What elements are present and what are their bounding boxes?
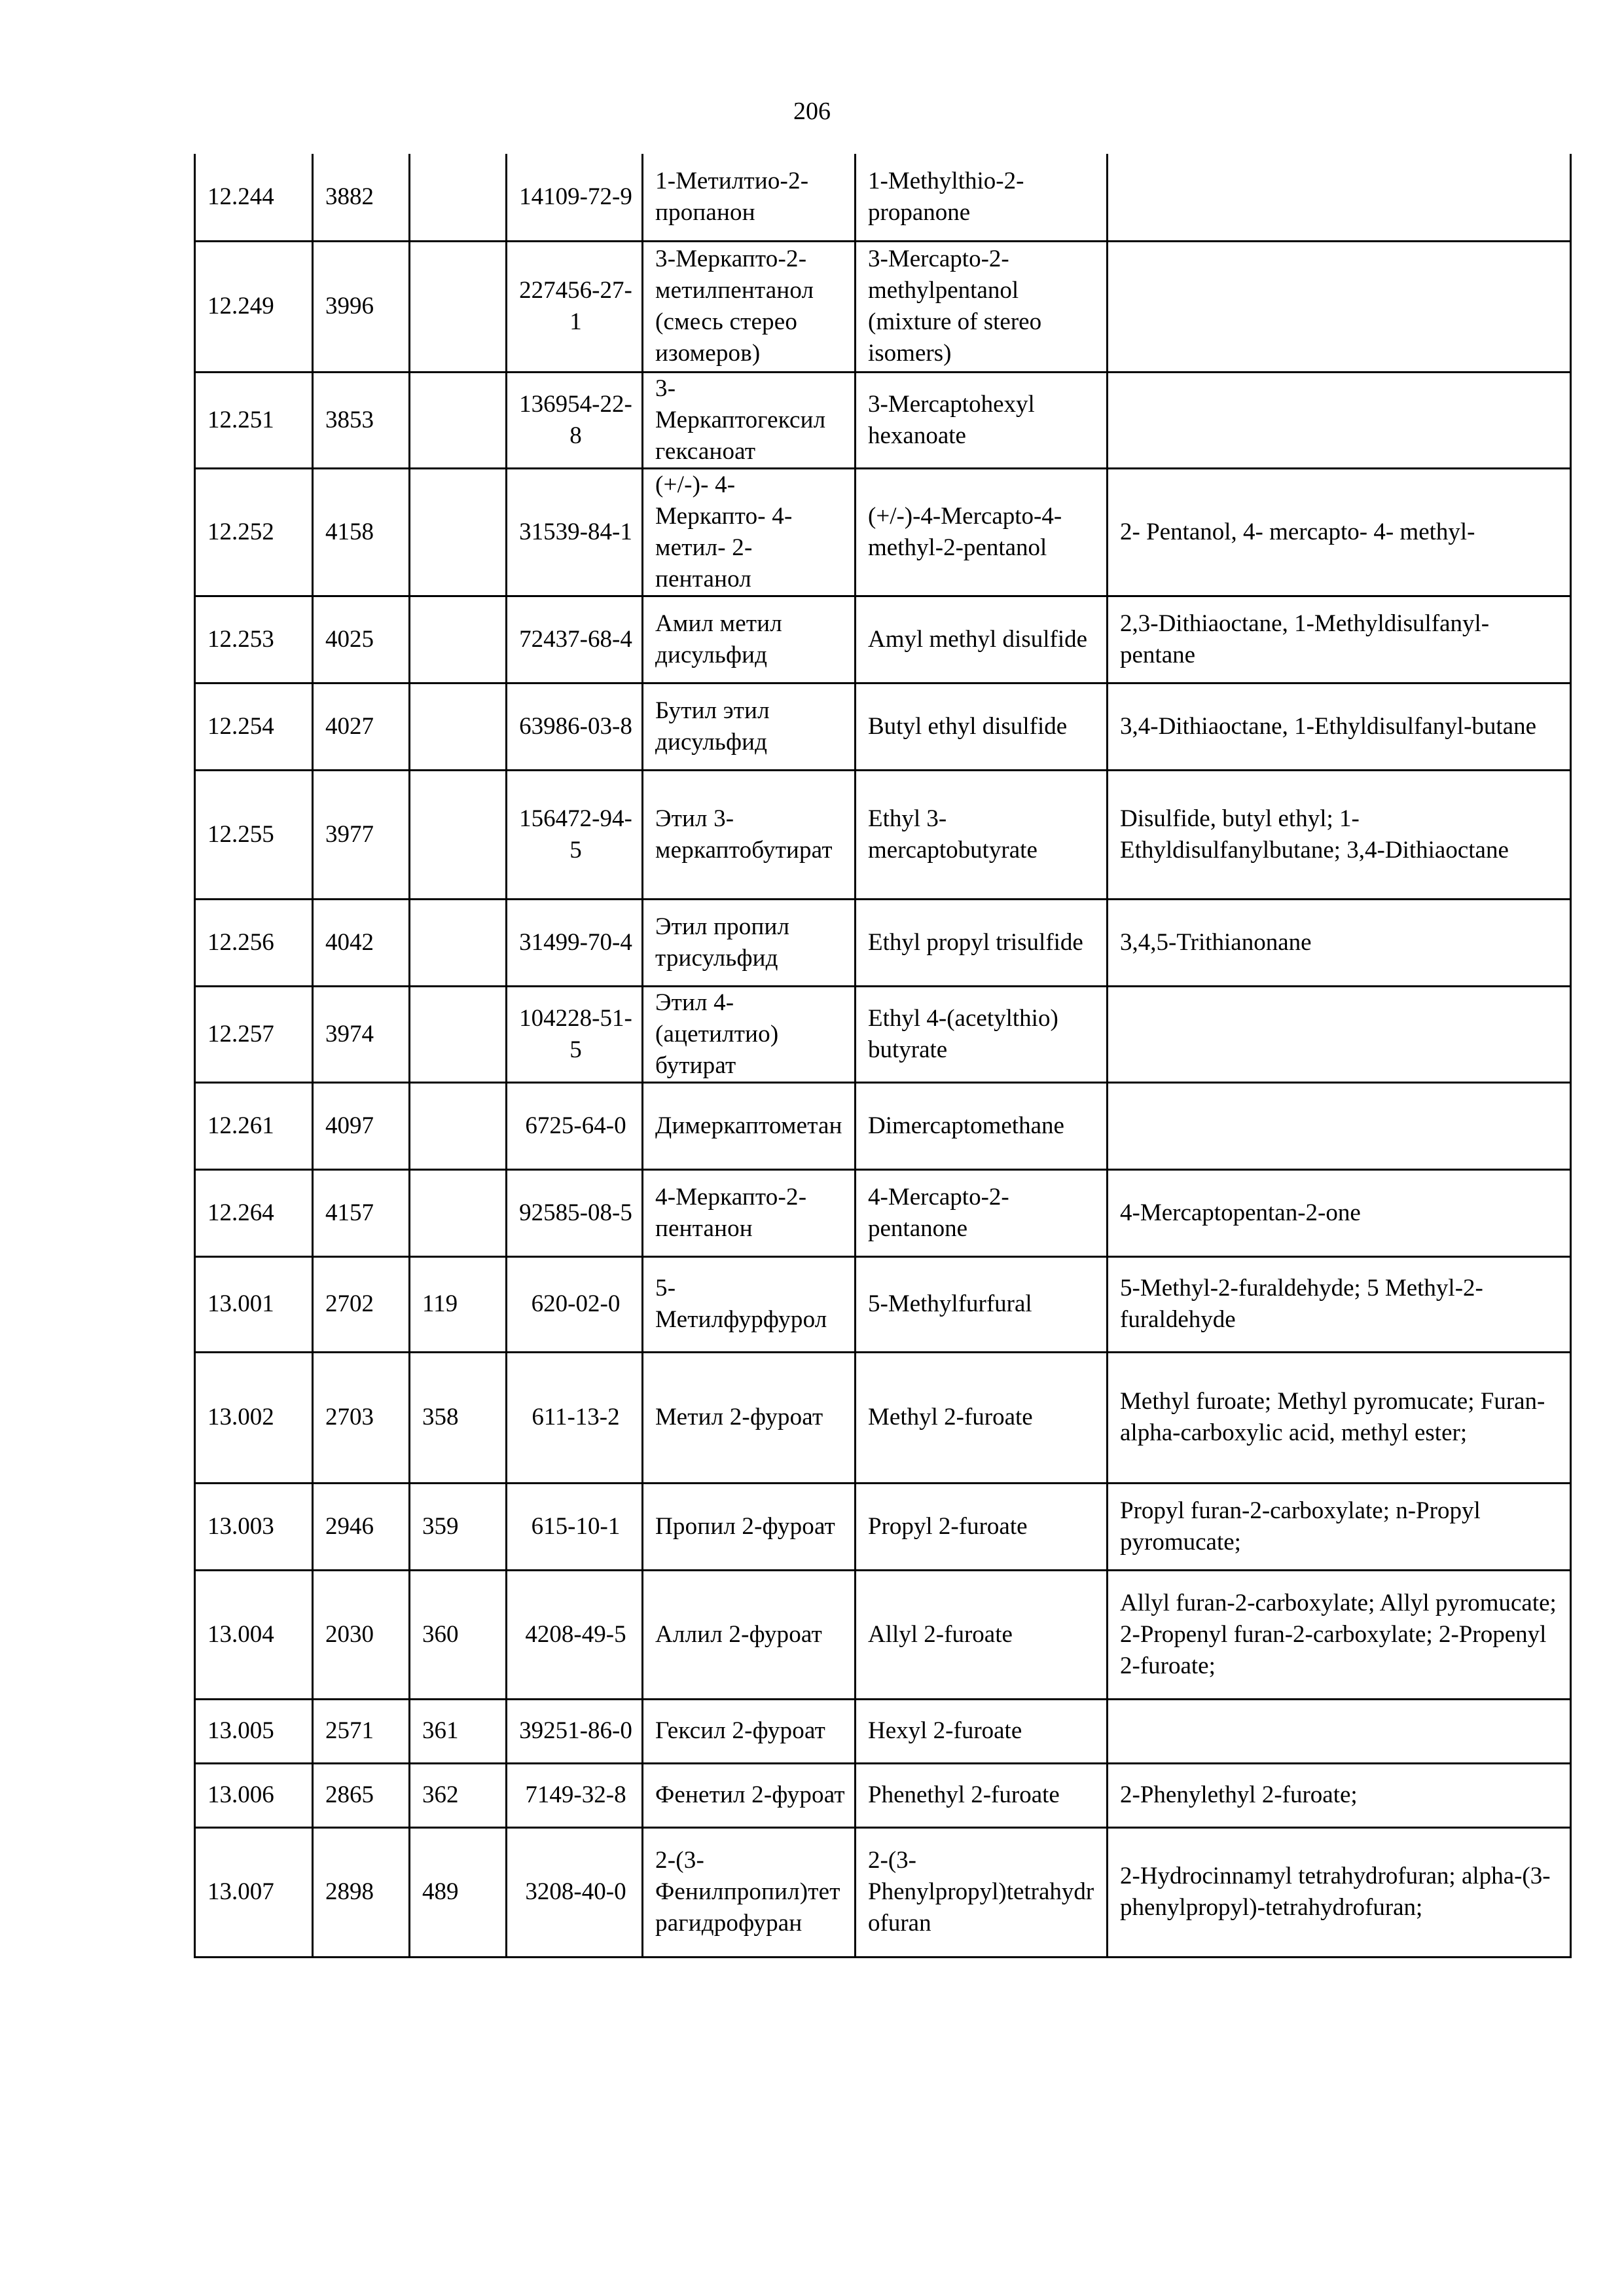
- russian-name-cell: 5-Метилфурфурол: [643, 1256, 856, 1352]
- row-number-cell: 12.257: [195, 986, 313, 1082]
- row-number-cell: 12.254: [195, 683, 313, 770]
- english-name-cell: 4-Mercapto-2-pentanone: [856, 1169, 1108, 1256]
- table-row: [195, 1699, 1571, 1763]
- synonyms-cell: [1108, 372, 1571, 468]
- row-number-cell: 13.007: [195, 1827, 313, 1957]
- english-name-cell: Hexyl 2-furoate: [856, 1699, 1108, 1763]
- cas-number-cell: 6725-64-0: [507, 1082, 643, 1169]
- table-row: [195, 683, 1571, 770]
- fl-number-cell: 3996: [313, 241, 410, 372]
- cas-number-cell: 31539-84-1: [507, 468, 643, 596]
- synonyms-cell: 4-Mercaptopentan-2-one: [1108, 1169, 1571, 1256]
- cas-number-cell: 4208-49-5: [507, 1570, 643, 1699]
- synonyms-cell: [1108, 1082, 1571, 1169]
- russian-name-cell: Пропил 2-фуроат: [643, 1483, 856, 1570]
- fl-number-cell: 4042: [313, 899, 410, 986]
- cas-number-cell: 39251-86-0: [507, 1699, 643, 1763]
- english-name-cell: (+/-)-4-Mercapto-4-methyl-2-pentanol: [856, 468, 1108, 596]
- english-name-cell: Phenethyl 2-furoate: [856, 1763, 1108, 1827]
- synonyms-cell: [1108, 241, 1571, 372]
- table-row: [195, 1827, 1571, 1957]
- table-row: [195, 1570, 1571, 1699]
- russian-name-cell: (+/-)- 4-Меркапто- 4-метил- 2-пентанол: [643, 468, 856, 596]
- row-number-cell: 13.005: [195, 1699, 313, 1763]
- fl-number-cell: 2946: [313, 1483, 410, 1570]
- row-number-cell: 12.264: [195, 1169, 313, 1256]
- english-name-cell: Butyl ethyl disulfide: [856, 683, 1108, 770]
- fl-number-cell: 4158: [313, 468, 410, 596]
- fl-number-cell: 2030: [313, 1570, 410, 1699]
- synonyms-cell: [1108, 154, 1571, 241]
- russian-name-cell: 3-Меркаптогексил гексаноат: [643, 372, 856, 468]
- english-name-cell: Dimercaptomethane: [856, 1082, 1108, 1169]
- synonyms-cell: [1108, 986, 1571, 1082]
- synonyms-cell: 2,3-Dithiaoctane, 1-Methyldisulfanyl-pentane: [1108, 596, 1571, 683]
- jecfa-number-cell: 489: [410, 1827, 507, 1957]
- english-name-cell: Ethyl 3-mercaptobutyrate: [856, 770, 1108, 899]
- fl-number-cell: 3853: [313, 372, 410, 468]
- russian-name-cell: 4-Меркапто-2-пентанон: [643, 1169, 856, 1256]
- english-name-cell: Ethyl propyl trisulfide: [856, 899, 1108, 986]
- synonyms-cell: [1108, 1699, 1571, 1763]
- jecfa-number-cell: [410, 986, 507, 1082]
- table-row: [195, 372, 1571, 468]
- row-number-cell: 13.001: [195, 1256, 313, 1352]
- cas-number-cell: 3208-40-0: [507, 1827, 643, 1957]
- english-name-cell: 5-Methylfurfural: [856, 1256, 1108, 1352]
- english-name-cell: Allyl 2-furoate: [856, 1570, 1108, 1699]
- fl-number-cell: 4097: [313, 1082, 410, 1169]
- jecfa-number-cell: [410, 468, 507, 596]
- table-row: [195, 1763, 1571, 1827]
- cas-number-cell: 227456-27-1: [507, 241, 643, 372]
- table-body: [195, 154, 1571, 1957]
- russian-name-cell: Этил пропил трисульфид: [643, 899, 856, 986]
- fl-number-cell: 3974: [313, 986, 410, 1082]
- flavouring-substances-table: [194, 154, 1572, 1958]
- russian-name-cell: Метил 2-фуроат: [643, 1352, 856, 1483]
- russian-name-cell: 2-(3-Фенилпропил)тетрагидрофуран: [643, 1827, 856, 1957]
- jecfa-number-cell: 360: [410, 1570, 507, 1699]
- russian-name-cell: 3-Меркапто-2-метилпентанол (смесь стерео изомеров): [643, 241, 856, 372]
- fl-number-cell: 4157: [313, 1169, 410, 1256]
- fl-number-cell: 4025: [313, 596, 410, 683]
- synonyms-cell: 2- Pentanol, 4- mercapto- 4- methyl-: [1108, 468, 1571, 596]
- fl-number-cell: 3977: [313, 770, 410, 899]
- table-row: [195, 596, 1571, 683]
- fl-number-cell: 2571: [313, 1699, 410, 1763]
- table-row: [195, 1256, 1571, 1352]
- row-number-cell: 13.006: [195, 1763, 313, 1827]
- table-row: [195, 1483, 1571, 1570]
- english-name-cell: 2-(3-Phenylpropyl)tetrahydrofuran: [856, 1827, 1108, 1957]
- fl-number-cell: 2898: [313, 1827, 410, 1957]
- synonyms-cell: 3,4,5-Trithianonane: [1108, 899, 1571, 986]
- page-number: 206: [793, 98, 831, 125]
- table-row: [195, 154, 1571, 241]
- synonyms-cell: 5-Methyl-2-furaldehyde; 5 Methyl-2-furaldehyde: [1108, 1256, 1571, 1352]
- synonyms-cell: 2-Phenylethyl 2-furoate;: [1108, 1763, 1571, 1827]
- synonyms-cell: 2-Hydrocinnamyl tetrahydrofuran; alpha-(3-phenylpropyl)-tetrahydrofuran;: [1108, 1827, 1571, 1957]
- jecfa-number-cell: [410, 372, 507, 468]
- english-name-cell: Propyl 2-furoate: [856, 1483, 1108, 1570]
- jecfa-number-cell: 359: [410, 1483, 507, 1570]
- fl-number-cell: 2865: [313, 1763, 410, 1827]
- english-name-cell: 3-Mercapto-2-methylpentanol (mixture of stereo isomers): [856, 241, 1108, 372]
- fl-number-cell: 3882: [313, 154, 410, 241]
- fl-number-cell: 2702: [313, 1256, 410, 1352]
- table-row: [195, 899, 1571, 986]
- cas-number-cell: 104228-51-5: [507, 986, 643, 1082]
- cas-number-cell: 611-13-2: [507, 1352, 643, 1483]
- russian-name-cell: Этил 4-(ацетилтио) бутират: [643, 986, 856, 1082]
- english-name-cell: Ethyl 4-(acetylthio) butyrate: [856, 986, 1108, 1082]
- synonyms-cell: Propyl furan-2-carboxylate; n-Propyl pyromucate;: [1108, 1483, 1571, 1570]
- cas-number-cell: 615-10-1: [507, 1483, 643, 1570]
- jecfa-number-cell: 358: [410, 1352, 507, 1483]
- synonyms-cell: 3,4-Dithiaoctane, 1-Ethyldisulfanyl-butane: [1108, 683, 1571, 770]
- row-number-cell: 12.253: [195, 596, 313, 683]
- russian-name-cell: 1-Метилтио-2-пропанон: [643, 154, 856, 241]
- jecfa-number-cell: [410, 154, 507, 241]
- table-row: [195, 1352, 1571, 1483]
- jecfa-number-cell: 119: [410, 1256, 507, 1352]
- russian-name-cell: Амил метил дисульфид: [643, 596, 856, 683]
- cas-number-cell: 92585-08-5: [507, 1169, 643, 1256]
- table-row: [195, 1169, 1571, 1256]
- synonyms-cell: Disulfide, butyl ethyl; 1-Ethyldisulfanylbutane; 3,4-Dithiaoctane: [1108, 770, 1571, 899]
- russian-name-cell: Этил 3-меркаптобутират: [643, 770, 856, 899]
- fl-number-cell: 4027: [313, 683, 410, 770]
- russian-name-cell: Фенетил 2-фуроат: [643, 1763, 856, 1827]
- cas-number-cell: 7149-32-8: [507, 1763, 643, 1827]
- russian-name-cell: Бутил этил дисульфид: [643, 683, 856, 770]
- english-name-cell: 1-Methylthio-2-propanone: [856, 154, 1108, 241]
- jecfa-number-cell: [410, 770, 507, 899]
- jecfa-number-cell: 362: [410, 1763, 507, 1827]
- row-number-cell: 13.004: [195, 1570, 313, 1699]
- row-number-cell: 12.252: [195, 468, 313, 596]
- row-number-cell: 12.249: [195, 241, 313, 372]
- cas-number-cell: 136954-22-8: [507, 372, 643, 468]
- table-row: [195, 468, 1571, 596]
- english-name-cell: Amyl methyl disulfide: [856, 596, 1108, 683]
- table-row: [195, 1082, 1571, 1169]
- row-number-cell: 12.261: [195, 1082, 313, 1169]
- russian-name-cell: Аллил 2-фуроат: [643, 1570, 856, 1699]
- row-number-cell: 12.244: [195, 154, 313, 241]
- row-number-cell: 12.256: [195, 899, 313, 986]
- jecfa-number-cell: [410, 241, 507, 372]
- table-row: [195, 770, 1571, 899]
- row-number-cell: 12.251: [195, 372, 313, 468]
- cas-number-cell: 31499-70-4: [507, 899, 643, 986]
- russian-name-cell: Гексил 2-фуроат: [643, 1699, 856, 1763]
- jecfa-number-cell: [410, 596, 507, 683]
- jecfa-number-cell: [410, 683, 507, 770]
- cas-number-cell: 72437-68-4: [507, 596, 643, 683]
- row-number-cell: 13.003: [195, 1483, 313, 1570]
- synonyms-cell: Allyl furan-2-carboxylate; Allyl pyromucate; 2-Propenyl furan-2-carboxylate; 2-Propenyl 2-furoate;: [1108, 1570, 1571, 1699]
- jecfa-number-cell: [410, 1082, 507, 1169]
- cas-number-cell: 63986-03-8: [507, 683, 643, 770]
- english-name-cell: Methyl 2-furoate: [856, 1352, 1108, 1483]
- table-row: [195, 241, 1571, 372]
- table-row: [195, 986, 1571, 1082]
- cas-number-cell: 14109-72-9: [507, 154, 643, 241]
- synonyms-cell: Methyl furoate; Methyl pyromucate; Furan-alpha-carboxylic acid, methyl ester;: [1108, 1352, 1571, 1483]
- jecfa-number-cell: [410, 1169, 507, 1256]
- jecfa-number-cell: 361: [410, 1699, 507, 1763]
- cas-number-cell: 620-02-0: [507, 1256, 643, 1352]
- row-number-cell: 13.002: [195, 1352, 313, 1483]
- row-number-cell: 12.255: [195, 770, 313, 899]
- english-name-cell: 3-Mercaptohexyl hexanoate: [856, 372, 1108, 468]
- jecfa-number-cell: [410, 899, 507, 986]
- cas-number-cell: 156472-94-5: [507, 770, 643, 899]
- russian-name-cell: Димеркаптометан: [643, 1082, 856, 1169]
- fl-number-cell: 2703: [313, 1352, 410, 1483]
